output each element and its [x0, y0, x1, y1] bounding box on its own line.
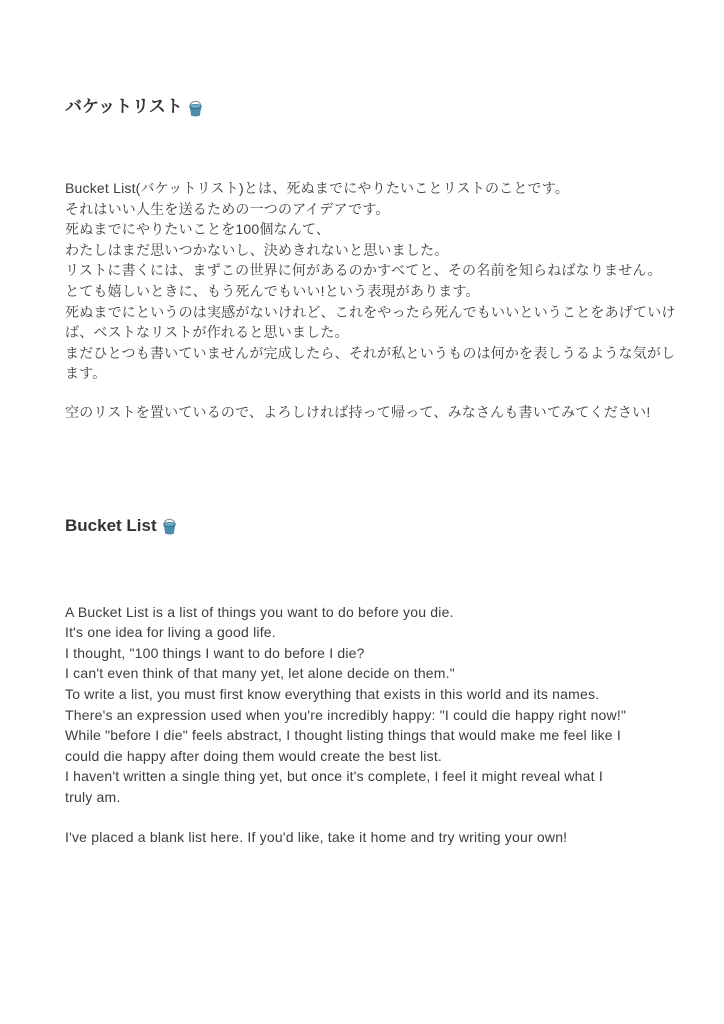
text-line: A Bucket List is a list of things you want to do before you die.	[65, 603, 454, 620]
text-line: ば、ベストなリストが作れると思いました。	[65, 324, 349, 341]
text-line: 死ぬまでにやりたいことを100個なんて、	[65, 221, 331, 238]
text-line: While "before I die" feels abstract, I thought listing things that would make me feel like I	[65, 727, 621, 744]
english-section-title-text: Bucket List	[65, 515, 157, 535]
text-line: とても嬉しいときに、もう死んでもいい!という表現があります。	[65, 282, 480, 299]
text-line: I haven't written a single thing yet, but once it's complete, I feel it might reveal what I	[65, 768, 603, 785]
text-line: could die happy after doing them would create the best list.	[65, 747, 442, 764]
text-line: I've placed a blank list here. If you'd like, take it home and try writing your own!	[65, 829, 568, 846]
text-line: It's one idea for living a good life.	[65, 624, 276, 641]
text-line: 空のリストを置いているので、よろしければ持って帰って、みなさんも書いてみてください!	[65, 403, 651, 420]
japanese-paragraph	[65, 178, 704, 384]
english-paragraph	[65, 602, 704, 808]
text-line: 死ぬまでにというのは実感がないけれど、これをやったら死んでもいいということをあげていけ	[65, 303, 676, 320]
text-line: Bucket List(バケットリスト)とは、死ぬまでにやりたいことリストのことです。	[65, 180, 570, 196]
text-line: それはいい人生を送るための一つのアイデアです。	[65, 200, 390, 217]
english-closing	[65, 827, 704, 848]
bucket-icon	[160, 517, 179, 536]
text-line: まだひとつも書いていませんが完成したら、それが私というものは何かを表しうるような気がし	[65, 344, 676, 361]
text-line: ます。	[65, 365, 107, 382]
japanese-section-title-text: バケットリスト	[65, 97, 183, 116]
text-line: リストに書くには、まずこの世界に何があるのかすべてと、その名前を知らねばなりません。	[65, 262, 662, 279]
text-line: I can't even think of that many yet, let alone decide on them."	[65, 665, 455, 682]
text-line: truly am.	[65, 788, 121, 805]
bucket-icon	[186, 99, 205, 118]
text-line: わたしはまだ思いつかないし、決めきれないと思いました。	[65, 241, 449, 258]
text-line: To write a list, you must first know everything that exists in this world and its names.	[65, 685, 600, 702]
english-section-title	[65, 515, 704, 537]
text-line: I thought, "100 things I want to do before I die?	[65, 644, 365, 661]
japanese-closing	[65, 402, 704, 423]
japanese-section-title	[65, 96, 704, 118]
text-line: There's an expression used when you're incredibly happy: "I could die happy right now!"	[65, 706, 627, 723]
